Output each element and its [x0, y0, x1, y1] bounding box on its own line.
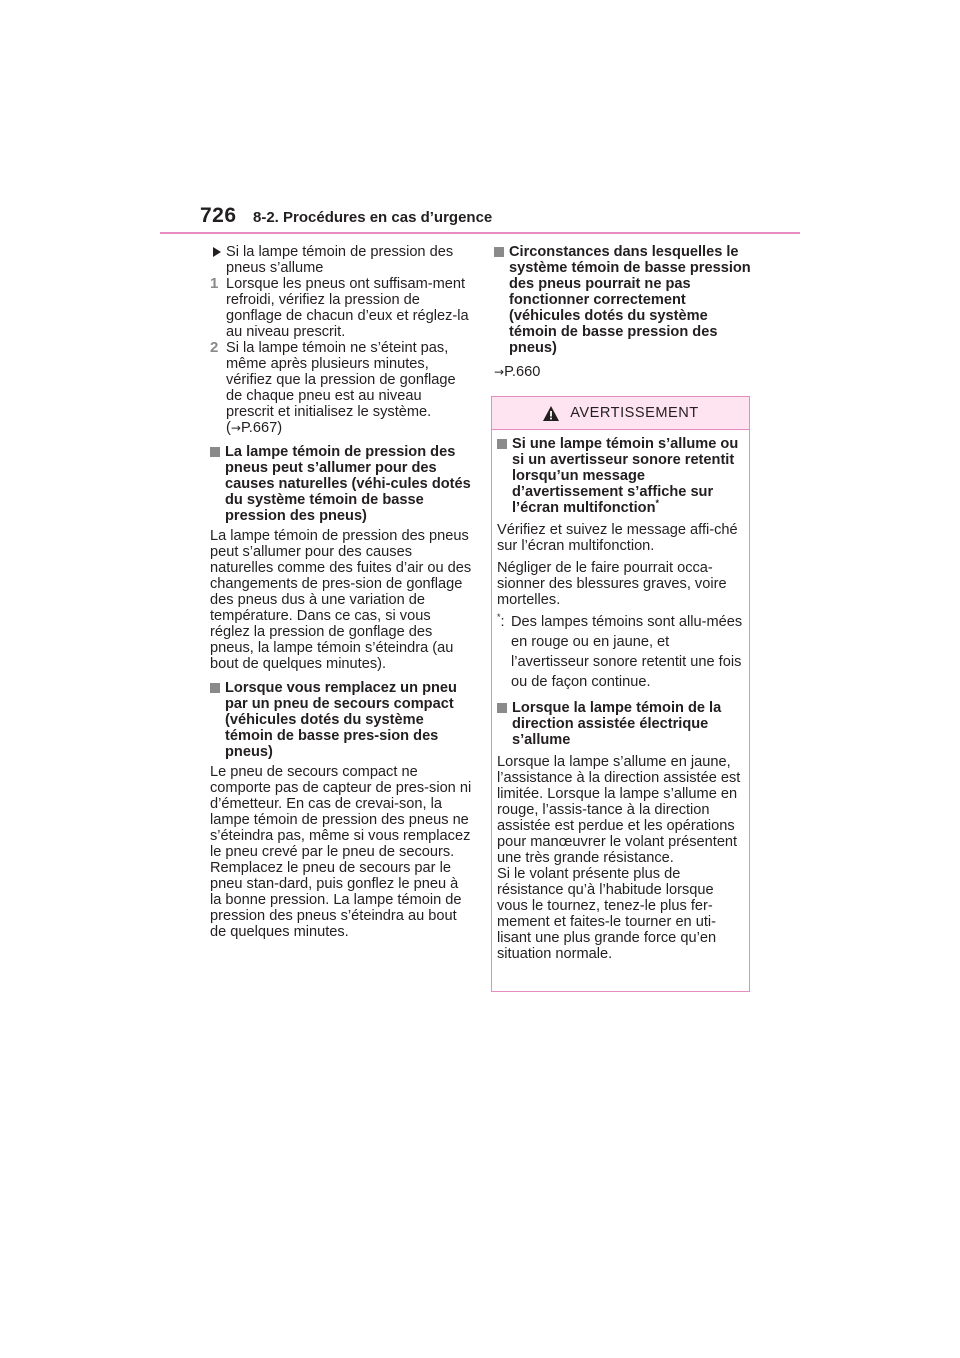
step-text [226, 340, 472, 436]
section-body: La lampe témoin de pression des pneus peut s’allumer pour des causes naturelles comme des fuites d’air ou des changements de pres-sion de gonflage des pneus dus à une variation de température. Dans ce cas, si vous réglez la pression de gonflage des pneus, la lampe témoin s’éteindra (au bout de quelques minutes). [210, 528, 472, 672]
bullet-item [210, 244, 472, 276]
section-heading [494, 244, 752, 356]
step-text-part: Si la lampe témoin ne s’éteint pas, même après plusieurs minutes, vérifiez que la pression de gonflage de chaque pneu est au niveau prescrit et initialisez le système. ( [226, 340, 456, 436]
square-bullet-icon [497, 700, 512, 748]
step-2 [210, 340, 472, 436]
warning-header [492, 397, 749, 430]
warning-paragraph: Vérifiez et suivez le message affi-ché sur l’écran multifonction. [497, 522, 738, 554]
arrow-right-icon: → [494, 365, 505, 379]
square-bullet-icon [497, 436, 512, 516]
footnote-mark: * [497, 612, 501, 623]
section-heading-text: Lorsque vous remplacez un pneu par un pneu de secours compact (véhicules dotés du système témoin de basse pres-sion des pneus) [225, 680, 457, 760]
step-text-part: ) [277, 420, 283, 436]
step-number: 1 [210, 275, 219, 292]
right-column [494, 244, 752, 380]
section-heading [210, 444, 472, 524]
asterisk-mark: * [655, 498, 660, 509]
step-text: Lorsque les pneus ont suffisam-ment refroidi, vérifiez la pression de gonflage de chacun d’eux et réglez-la au niveau prescrit. [226, 276, 469, 340]
warning-box [491, 396, 750, 992]
left-column [210, 244, 472, 940]
header-divider [160, 232, 800, 234]
page-number: 726 [200, 204, 237, 227]
step-1 [210, 276, 472, 340]
warning-heading [497, 700, 743, 748]
warning-heading [497, 436, 743, 516]
page-reference-link[interactable]: P.660 [504, 364, 541, 380]
warning-title: AVERTISSEMENT [570, 405, 699, 421]
square-bullet-icon [210, 680, 225, 760]
square-bullet-icon [494, 244, 509, 356]
warning-paragraph: Négliger de le faire pourrait occa-sionner des blessures graves, voire mortelles. [497, 560, 727, 608]
warning-triangle-icon [542, 405, 560, 422]
warning-heading-text: Lorsque la lampe témoin de la direction assistée électrique s’allume [512, 700, 722, 748]
page-header [200, 204, 800, 234]
section-heading-text: Circonstances dans lesquelles le système témoin de basse pression des pneus pourrait ne pas fonctionner correctement (véhicules dotés du système témoin de basse pression des pneus) [509, 244, 751, 356]
bullet-text: Si la lampe témoin de pression des pneus s’allume [226, 244, 454, 276]
warning-heading-text: Si une lampe témoin s’allume ou si un avertisseur sonore retentit lorsqu’un message d’avertissement s’affiche sur l’écran multifonction [512, 436, 739, 516]
page-reference-link[interactable]: P.667 [240, 420, 278, 436]
footnote-colon: : [500, 614, 505, 630]
section-heading-text: La lampe témoin de pression des pneus peut s’allumer pour des causes naturelles (véhi-cules dotés du système témoin de basse pression des pneus) [225, 444, 471, 524]
warning-paragraph: Lorsque la lampe s’allume en jaune, l’assistance à la direction assistée est limitée. Lorsque la lampe s’allume en rouge, l’assis-tance à la direction assistée est perdue et les opérations pour manœuvrer le volant présentent une très grande résistance. [497, 754, 741, 866]
section-heading [210, 680, 472, 760]
square-bullet-icon [210, 444, 225, 524]
footnote [497, 612, 743, 692]
arrow-right-icon: → [230, 421, 241, 435]
warning-paragraph: Si le volant présente plus de résistance qu’à l’habitude lorsque vous le tournez, tenez-le plus fer-mement et faites-le tourner en uti-lisant une plus grande force qu’en situation normale. [497, 866, 717, 962]
step-number: 2 [210, 339, 219, 356]
section-body: Le pneu de secours compact ne comporte pas de capteur de pres-sion ni d’émetteur. En cas de crevai-son, la lampe témoin de pression des pneus ne s’éteindra pas, même si vous remplacez le pneu crevé par le pneu de secours. Remplacez le pneu de secours par le pneu stan-dard, puis gonflez le pneu à la bonne pression. La lampe témoin de pression des pneus s’éteindra au bout de quelques minutes. [210, 764, 472, 940]
triangle-bullet-icon [210, 244, 226, 276]
footnote-text: Des lampes témoins sont allu-mées en rouge ou en jaune, et l’avertisseur sonore retentit une fois ou de façon continue. [511, 614, 743, 690]
page-reference [494, 364, 752, 380]
warning-body [492, 430, 749, 962]
section-title: 8-2. Procédures en cas d’urgence [253, 209, 493, 226]
